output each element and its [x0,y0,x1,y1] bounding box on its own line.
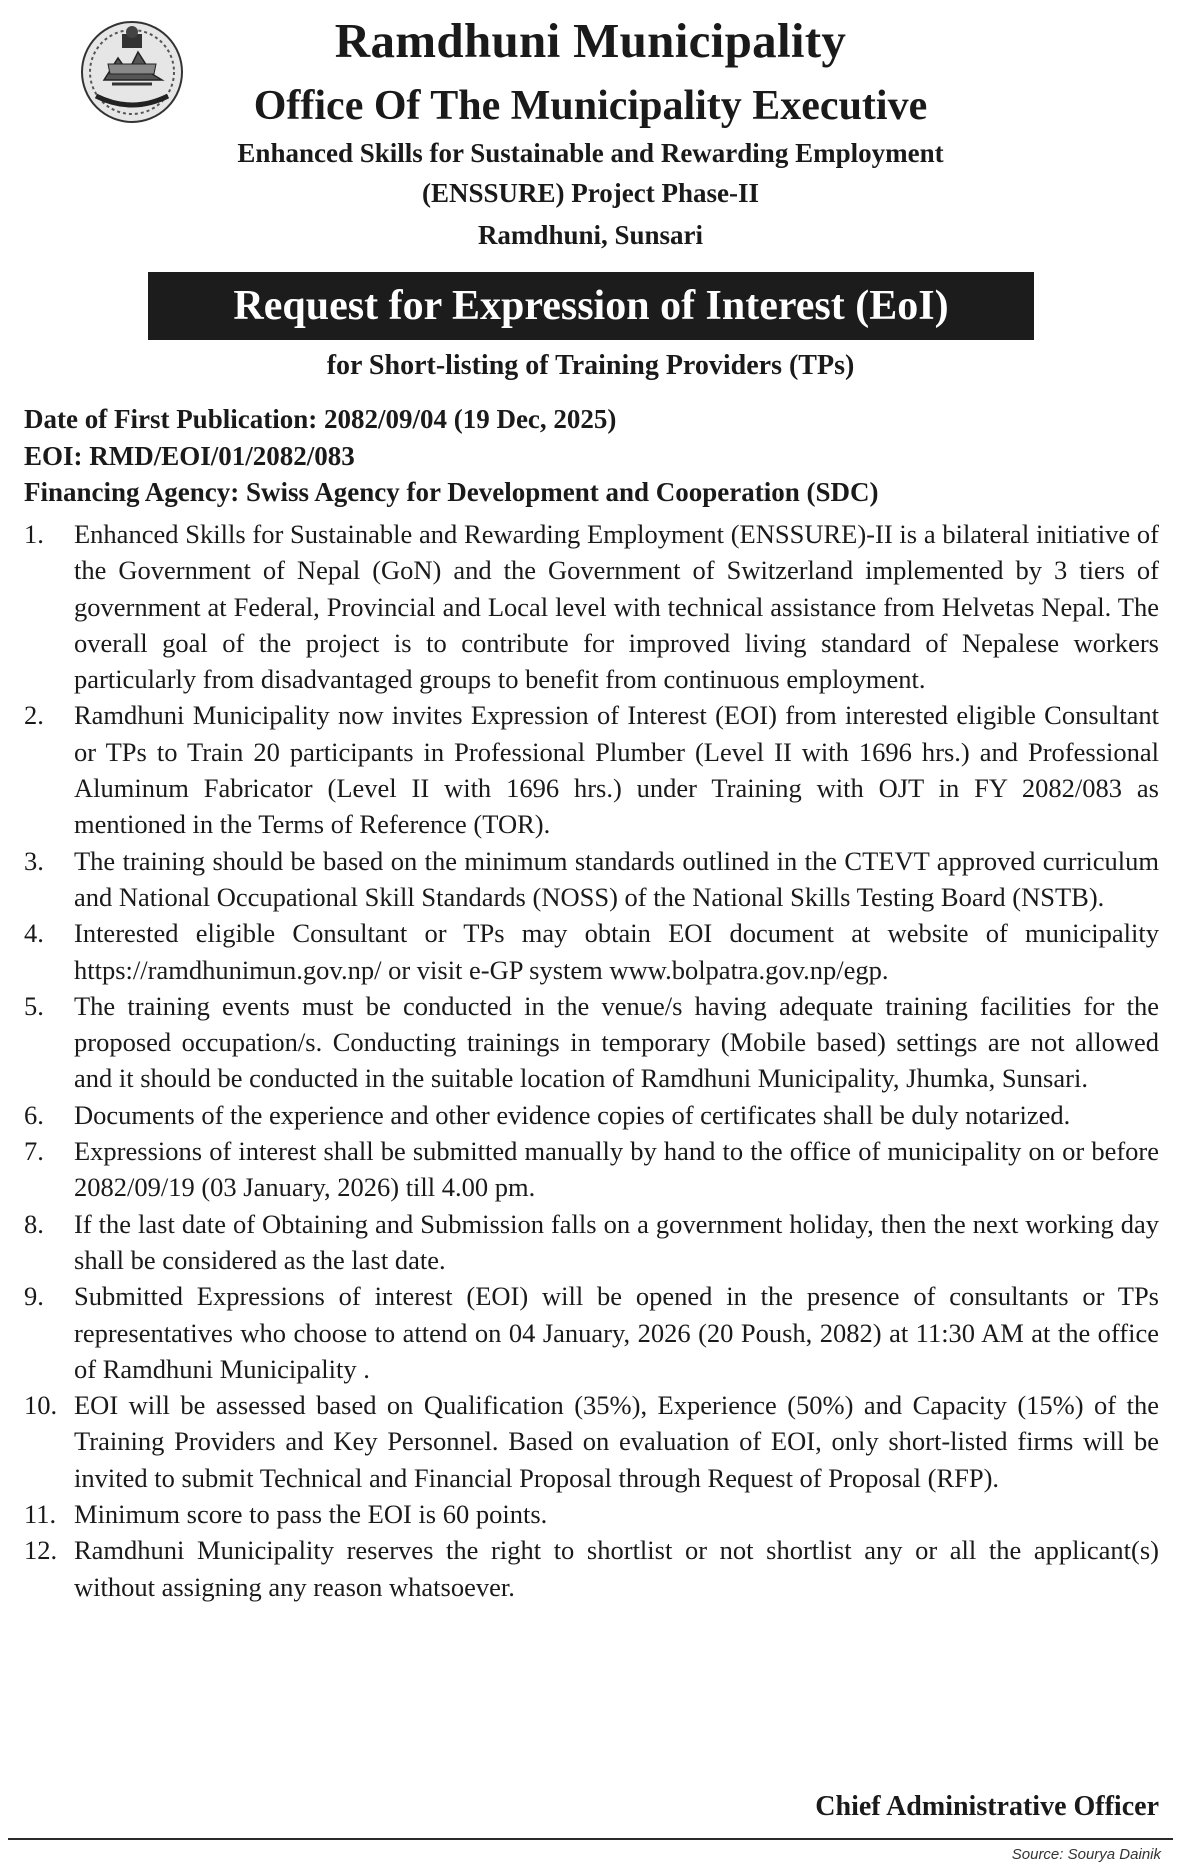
eoi-banner: Request for Expression of Interest (EoI) [148,272,1034,340]
item-number: 1. [24,519,44,549]
financing-agency: Financing Agency: Swiss Agency for Development and Cooperation (SDC) [24,477,879,507]
list-item [24,988,1159,1097]
item-number: 9. [24,1281,44,1312]
list-item [24,697,1159,842]
project-title-line2: (ENSSURE) Project Phase-II [422,178,759,208]
item-text: Enhanced Skills for Sustainable and Rewarding Employment (ENSSURE)-II is a bilateral initiative of the Government of Nepal (GoN) and the Government of Switzerland implemented by 3 tiers of government at Federal, Provincial and Local level with technical assistance from Helvetas Nepal. The overall goal of the project is to contribute for improved living standard of Nepalese workers particularly from disadvantaged groups to benefit from continuous employment. [74,519,1159,695]
list-item [24,915,1159,988]
list-item [24,1278,1159,1387]
list-item [24,1097,1159,1133]
eoi-reference: EOI: RMD/EOI/01/2082/083 [24,441,355,471]
project-title-line1: Enhanced Skills for Sustainable and Rewarding Employment [237,138,944,168]
item-number: 10. [24,1390,58,1421]
list-item [24,516,1159,697]
item-number: 6. [24,1099,44,1130]
item-number: 7. [24,1136,44,1167]
item-text: If the last date of Obtaining and Submission falls on a government holiday, then the next working day shall be considered as the last date. [74,1208,1159,1275]
item-number: 11. [24,1499,57,1530]
list-item [24,1496,1159,1532]
office-title: Office Of The Municipality Executive [253,83,928,129]
list-item [24,1206,1159,1279]
location: Ramdhuni, Sunsari [477,220,704,250]
item-number: 4. [24,918,44,949]
item-text: Submitted Expressions of interest (EOI) will be opened in the presence of consultants or TPs representatives who choose to attend on 04 January, 2026 (20 Poush, 2082) at 11:30 AM at the office of Ramdhuni Municipality . [74,1281,1159,1384]
bottom-divider [8,1838,1173,1840]
item-text: The training should be based on the minimum standards outlined in the CTEVT approved curriculum and National Occupational Skill Standards (NOSS) of the National Skills Testing Board (NSTB). [74,845,1159,912]
item-text: Ramdhuni Municipality now invites Expression of Interest (EOI) from interested eligible Consultant or TPs to Train 20 participants in Professional Plumber (Level II with 1696 hrs.) and Professional Aluminum Fabricator (Level II with 1696 hrs.) under Training with OJT in FY 2082/083 as mentioned in the Terms of Reference (TOR). [74,700,1159,840]
item-text: The training events must be conducted in the venue/s having adequate training facilities for the proposed occupation/s. Conducting trainings in temporary (Mobile based) settings are not allowed and it should be conducted in the suitable location of Ramdhuni Municipality, Jhumka, Sunsari. [74,990,1159,1094]
item-text: Documents of the experience and other evidence copies of certificates shall be duly notarized. [74,1099,1071,1130]
item-number: 2. [24,700,44,731]
item-text: Expressions of interest shall be submitted manually by hand to the office of municipality on or before 2082/09/19 (03 January, 2026) till 4.00 pm. [74,1136,1159,1203]
municipality-name: Ramdhuni Municipality [334,13,847,68]
source-credit: Source: Sourya Dainik [1011,1846,1161,1863]
list-item [24,1133,1159,1206]
item-number: 12. [24,1535,58,1566]
item-number: 5. [24,990,44,1021]
item-number: 3. [24,845,44,876]
list-item [24,1532,1159,1605]
item-text: Ramdhuni Municipality reserves the right to shortlist or not shortlist any or all the applicant(s) without assigning any reason whatsoever. [74,1535,1159,1602]
publication-date: Date of First Publication: 2082/09/04 (19 Dec, 2025) [24,404,617,434]
notice-items [24,516,1159,1605]
list-item [24,843,1159,916]
list-item [24,1387,1159,1496]
item-text: Minimum score to pass the EOI is 60 points. [74,1499,548,1530]
signature-title: Chief Administrative Officer [815,1791,1159,1822]
item-text: Interested eligible Consultant or TPs may obtain EOI document at website of municipality https://ramdhunimun.gov.np/ or visit e-GP system www.bolpatra.gov.np/egp. [74,918,1159,985]
item-number: 8. [24,1208,44,1239]
item-text: EOI will be assessed based on Qualification (35%), Experience (50%) and Capacity (15%) of the Training Providers and Key Personnel. Based on evaluation of EOI, only short-listed firms will be invited to submit Technical and Financial Proposal through Request of Proposal (RFP). [74,1390,1159,1493]
notice-subtitle: for Short-listing of Training Providers (TPs) [326,350,855,381]
